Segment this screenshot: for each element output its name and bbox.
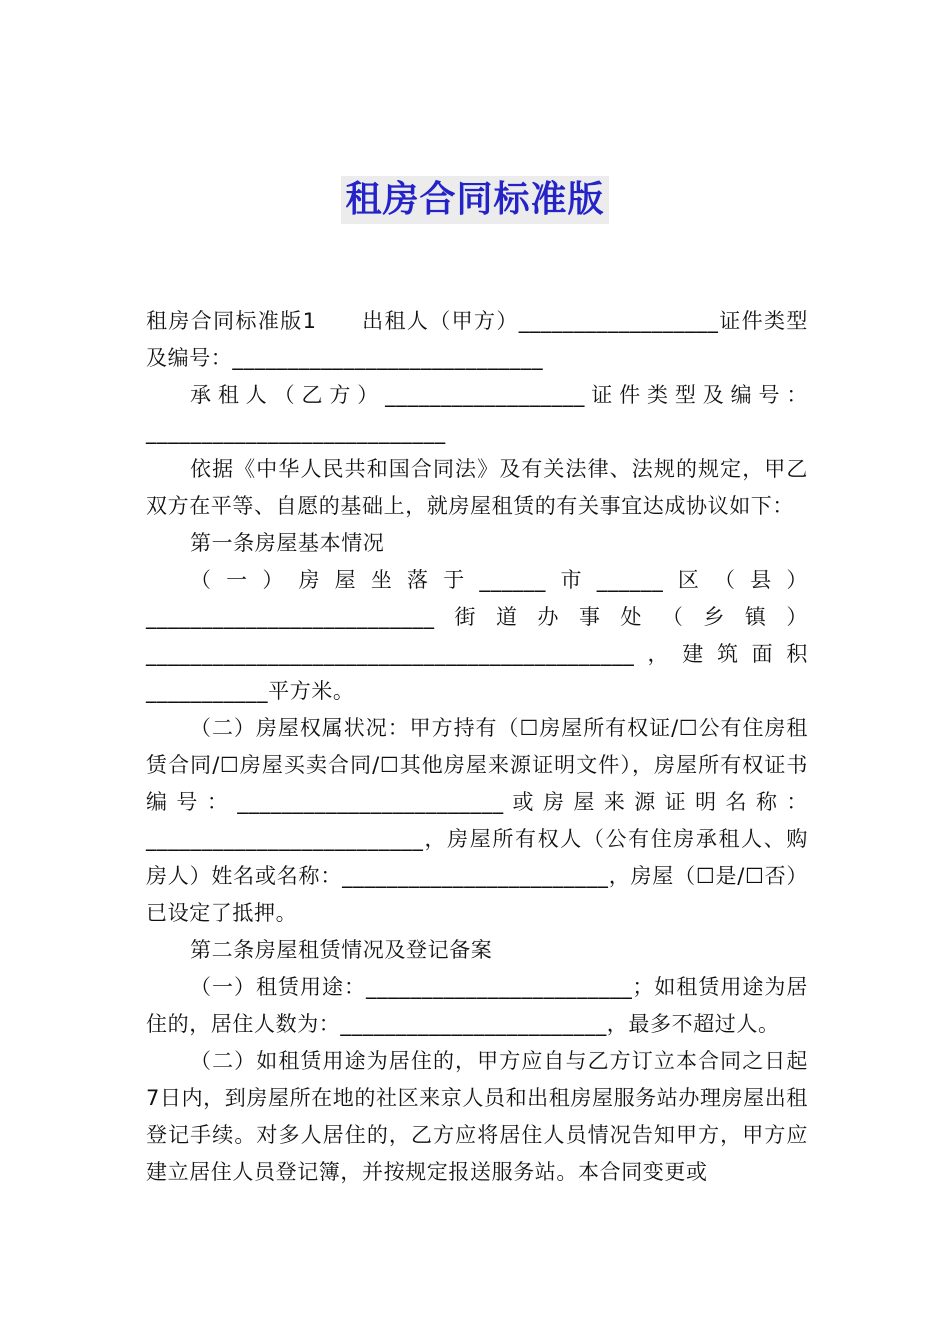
article-1-item-2: （二）房屋权属状况：甲方持有（☐房屋所有权证/☐公有住房租赁合同/☐房屋买卖合同/☐其他房屋来源证明文件），房屋所有权证书编号：________________________或房屋来源证明名称：_________________________，房屋所有权人（公有住房承租人、购房人）姓名或名称：________________________，房屋（☐是/☐否）已设定了抵押。 [146, 716, 808, 925]
article-2-item-1: （一）租赁用途：________________________；如租赁用途为居住的，居住人数为：________________________，最多不超过人。 [146, 975, 808, 1036]
article-1-heading: 第一条房屋基本情况 [190, 531, 385, 555]
article-2-item-2: （二）如租赁用途为居住的，甲方应自与乙方订立本合同之日起7日内，到房屋所在地的社区来京人员和出租房屋服务站办理房屋出租登记手续。对多人居住的，乙方应将居住人员情况告知甲方，甲方应建立居住人员登记簿，并按规定报送服务站。本合同变更或 [146, 1049, 808, 1184]
article-1-item-1: （一）房屋坐落于______市______区（县）__________________________街道办事处（乡镇）____________________________________________，建筑面积___________平方米。 [146, 568, 808, 703]
document-title: 租房合同标准版 [341, 176, 608, 224]
article-2-heading: 第二条房屋租赁情况及登记备案 [190, 938, 493, 962]
paragraph-parties-lessor: 租房合同标准版1 出租人（甲方）__________________证件类型及编号：____________________________ [146, 309, 808, 370]
document-body [146, 303, 808, 1191]
title-container [0, 176, 950, 224]
paragraph-parties-lessee: 承租人（乙方）__________________证件类型及编号：___________________________ [146, 383, 808, 444]
paragraph-preamble: 依据《中华人民共和国合同法》及有关法律、法规的规定，甲乙双方在平等、自愿的基础上，就房屋租赁的有关事宜达成协议如下： [146, 457, 808, 518]
